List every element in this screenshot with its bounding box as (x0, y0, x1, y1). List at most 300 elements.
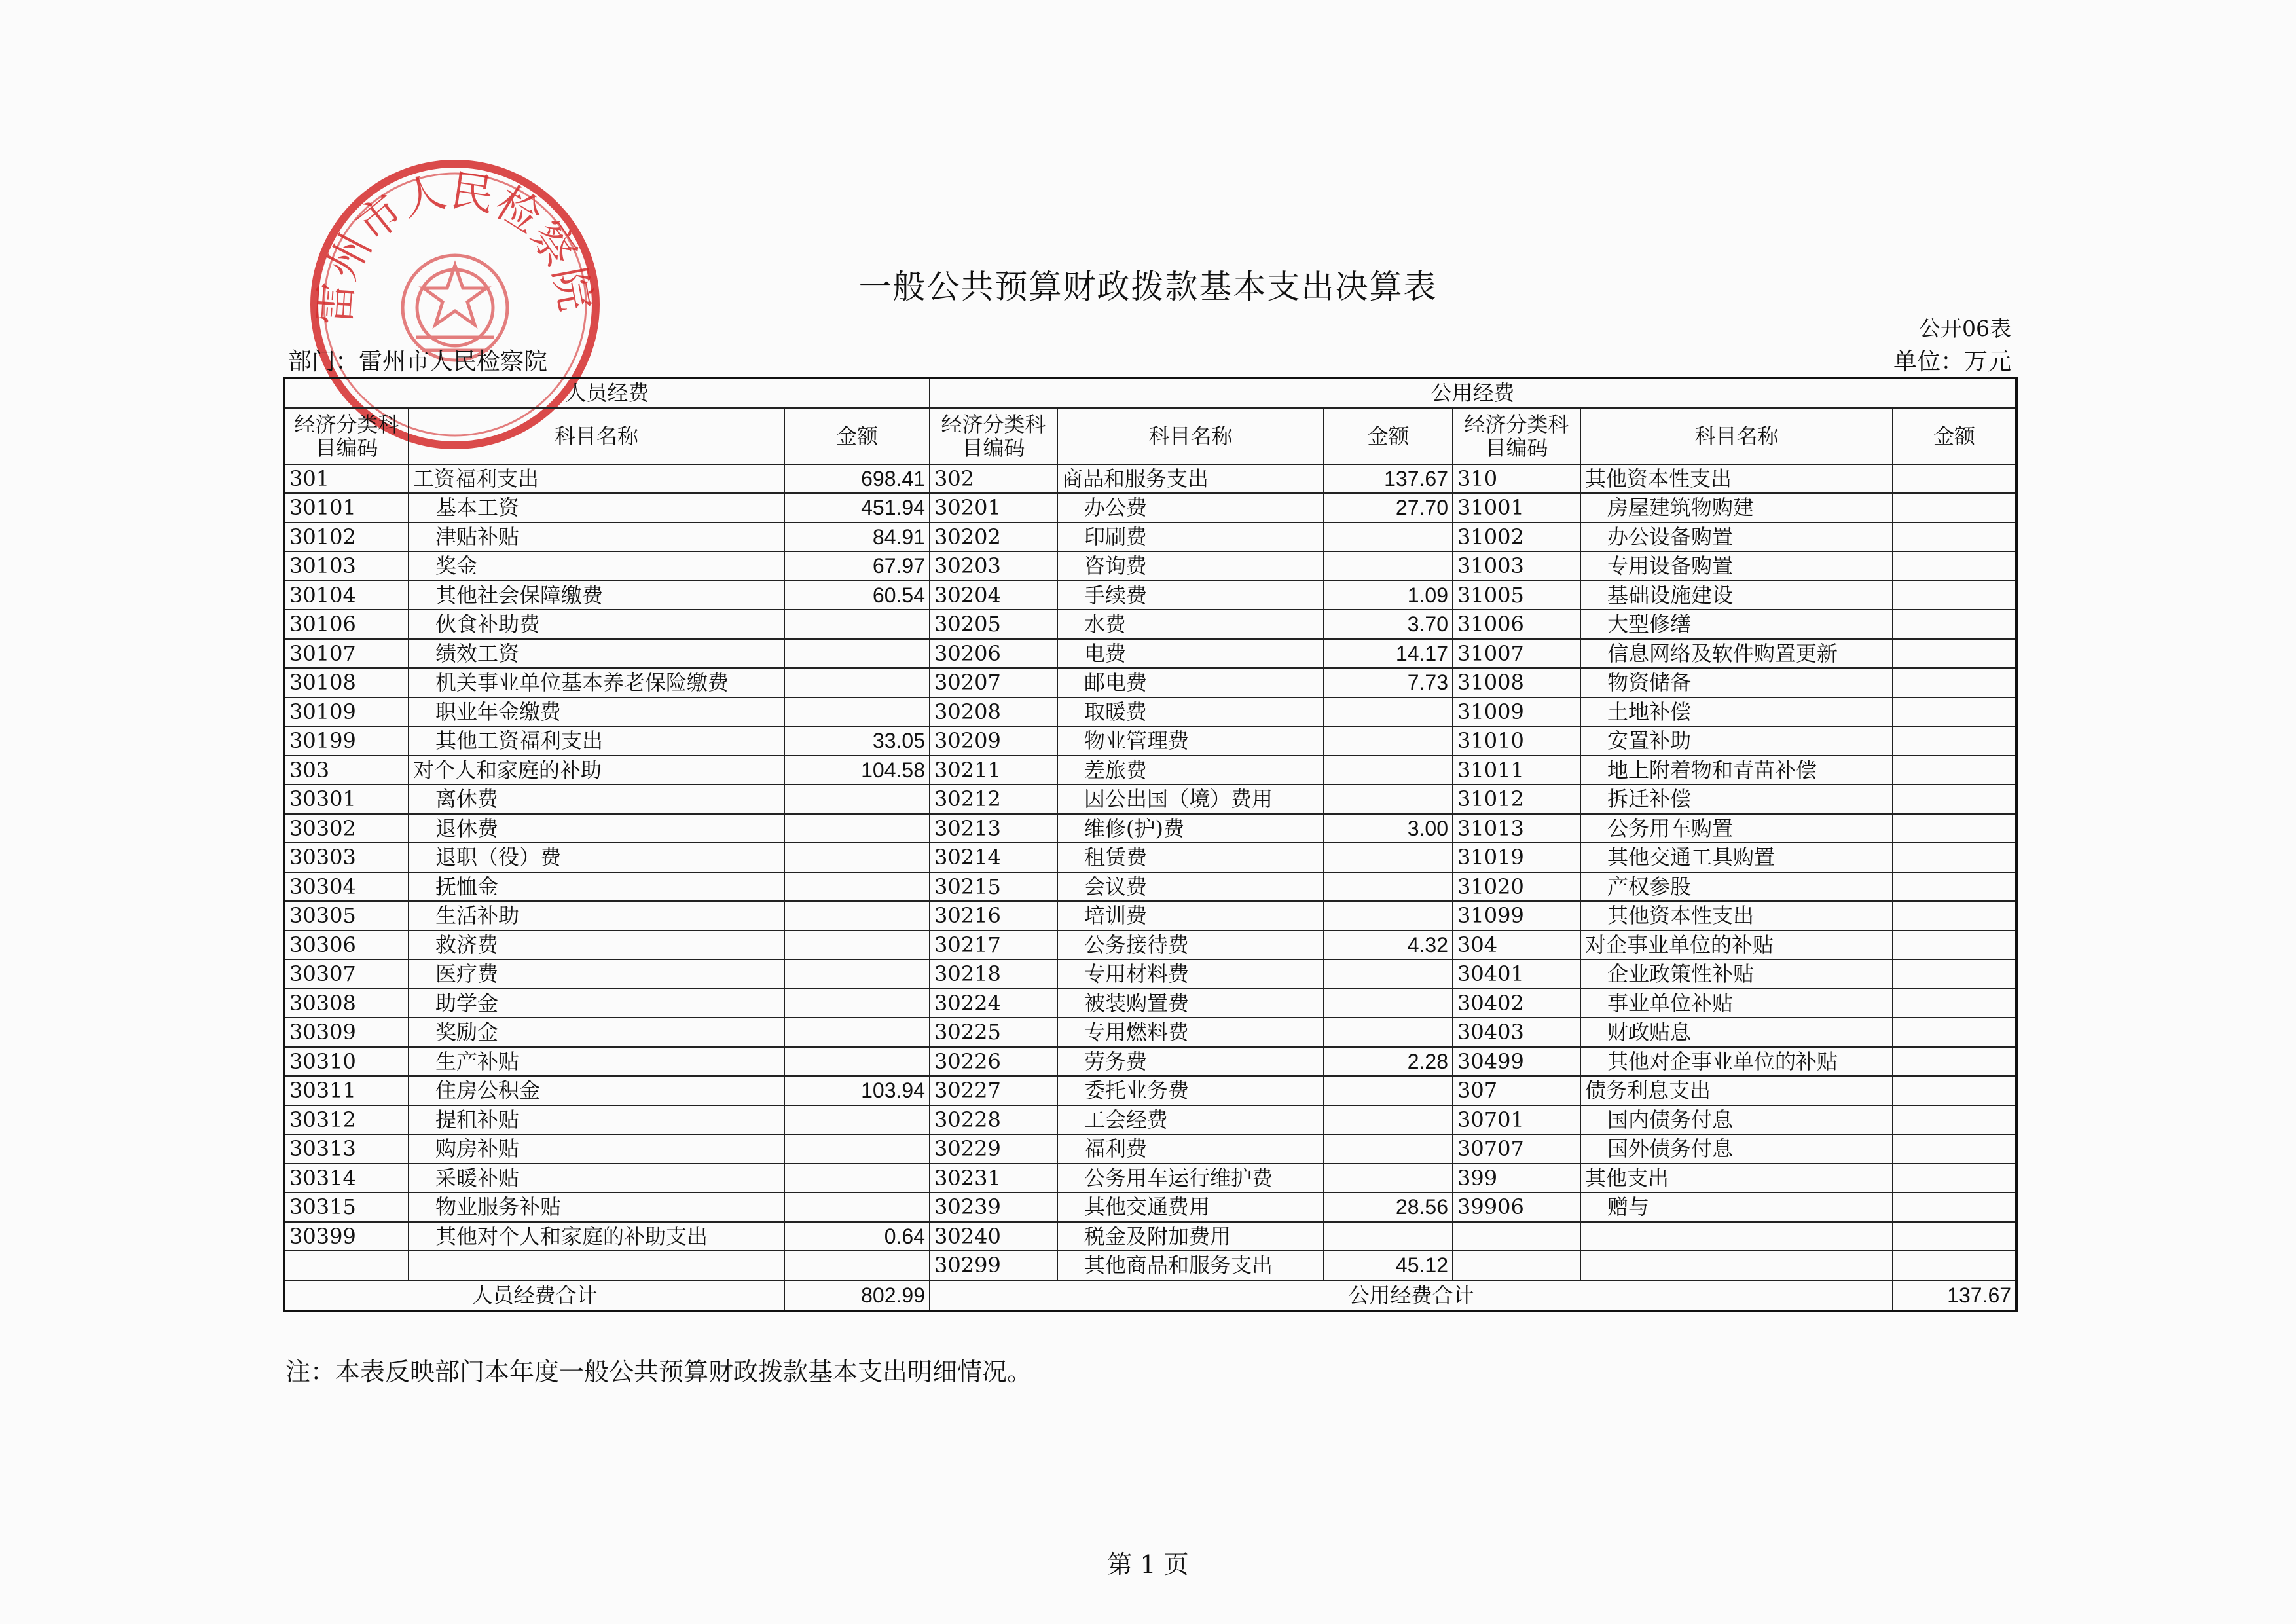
code-cell: 30101 (284, 493, 409, 523)
amount-cell (1324, 872, 1453, 902)
code-cell: 30499 (1453, 1047, 1580, 1077)
amount-cell (1324, 901, 1453, 931)
table-row (284, 493, 2016, 523)
amount-cell (1893, 551, 2016, 581)
name-cell: 公务接待费 (1057, 931, 1324, 960)
amount-cell (1893, 726, 2016, 756)
code-cell: 30231 (930, 1164, 1057, 1193)
personnel-total-value: 802.99 (784, 1280, 930, 1311)
col-name-2: 科目名称 (1057, 408, 1324, 464)
name-cell: 信息网络及软件购置更新 (1580, 639, 1893, 669)
amount-cell: 14.17 (1324, 639, 1453, 669)
amount-cell (784, 901, 930, 931)
name-cell: 购房补贴 (409, 1134, 784, 1164)
code-cell: 30226 (930, 1047, 1057, 1077)
table-row (284, 1076, 2016, 1105)
table-row (284, 668, 2016, 697)
table-row (284, 989, 2016, 1018)
code-cell: 31010 (1453, 726, 1580, 756)
code-cell: 30306 (284, 931, 409, 960)
table-row (284, 784, 2016, 814)
code-cell: 31008 (1453, 668, 1580, 697)
name-cell: 手续费 (1057, 581, 1324, 610)
name-cell: 咨询费 (1057, 551, 1324, 581)
amount-cell: 104.58 (784, 756, 930, 785)
name-cell: 安置补助 (1580, 726, 1893, 756)
amount-cell (1324, 959, 1453, 989)
footnote: 注：本表反映部门本年度一般公共预算财政拨款基本支出明细情况。 (285, 1357, 1032, 1386)
amount-cell (784, 1192, 930, 1222)
code-cell: 30202 (930, 523, 1057, 552)
amount-cell (1893, 959, 2016, 989)
table-row (284, 697, 2016, 727)
name-cell: 住房公积金 (409, 1076, 784, 1105)
code-cell: 30106 (284, 610, 409, 639)
amount-cell (784, 1164, 930, 1193)
amount-cell (1324, 1222, 1453, 1251)
unit-label: 单位：万元 (1893, 348, 2011, 375)
amount-cell (1893, 1222, 2016, 1251)
amount-cell: 67.97 (784, 551, 930, 581)
table-row (284, 814, 2016, 843)
amount-cell (784, 843, 930, 872)
amount-cell (784, 1251, 930, 1280)
amount-cell (784, 1134, 930, 1164)
name-cell: 维修(护)费 (1057, 814, 1324, 843)
amount-cell (784, 1047, 930, 1077)
amount-cell (1324, 843, 1453, 872)
code-cell: 399 (1453, 1164, 1580, 1193)
code-cell: 30299 (930, 1251, 1057, 1280)
name-cell: 国内债务付息 (1580, 1105, 1893, 1135)
name-cell: 事业单位补贴 (1580, 989, 1893, 1018)
code-cell: 30315 (284, 1192, 409, 1222)
amount-cell (1893, 697, 2016, 727)
amount-cell: 7.73 (1324, 668, 1453, 697)
name-cell: 电费 (1057, 639, 1324, 669)
amount-cell (1324, 1164, 1453, 1193)
code-cell: 30240 (930, 1222, 1057, 1251)
name-cell: 基本工资 (409, 493, 784, 523)
code-cell: 30312 (284, 1105, 409, 1135)
amount-cell (1324, 523, 1453, 552)
name-cell: 被装购置费 (1057, 989, 1324, 1018)
name-cell: 税金及附加费用 (1057, 1222, 1324, 1251)
name-cell: 财政贴息 (1580, 1018, 1893, 1047)
code-cell: 30403 (1453, 1018, 1580, 1047)
code-cell: 30216 (930, 901, 1057, 931)
amount-cell: 103.94 (784, 1076, 930, 1105)
public-total-value: 137.67 (1893, 1280, 2016, 1311)
name-cell: 邮电费 (1057, 668, 1324, 697)
name-cell: 专用设备购置 (1580, 551, 1893, 581)
amount-cell (1893, 872, 2016, 902)
code-cell: 30213 (930, 814, 1057, 843)
name-cell: 其他社会保障缴费 (409, 581, 784, 610)
table-row (284, 523, 2016, 552)
code-cell: 30109 (284, 697, 409, 727)
code-cell: 30402 (1453, 989, 1580, 1018)
code-cell: 30212 (930, 784, 1057, 814)
name-cell: 采暖补贴 (409, 1164, 784, 1193)
name-cell (409, 1251, 784, 1280)
code-cell: 302 (930, 464, 1057, 494)
table-row (284, 639, 2016, 669)
code-cell: 30707 (1453, 1134, 1580, 1164)
amount-cell (1893, 610, 2016, 639)
name-cell: 对个人和家庭的补助 (409, 756, 784, 785)
code-cell: 31099 (1453, 901, 1580, 931)
amount-cell (784, 610, 930, 639)
name-cell: 基础设施建设 (1580, 581, 1893, 610)
table-row (284, 1192, 2016, 1222)
code-cell: 31003 (1453, 551, 1580, 581)
code-cell: 30224 (930, 989, 1057, 1018)
amount-cell (784, 959, 930, 989)
amount-cell (1893, 814, 2016, 843)
amount-cell (784, 668, 930, 697)
table-row (284, 1222, 2016, 1251)
table-row (284, 843, 2016, 872)
code-cell: 30206 (930, 639, 1057, 669)
code-cell: 30399 (284, 1222, 409, 1251)
public-header: 公用经费 (930, 378, 2016, 408)
table-row (284, 1047, 2016, 1077)
name-cell: 其他商品和服务支出 (1057, 1251, 1324, 1280)
amount-cell (784, 872, 930, 902)
table-row (284, 901, 2016, 931)
amount-cell (1893, 668, 2016, 697)
code-cell: 30305 (284, 901, 409, 931)
name-cell: 提租补贴 (409, 1105, 784, 1135)
col-amount-3: 金额 (1893, 408, 2016, 464)
table-row (284, 464, 2016, 494)
name-cell (1580, 1251, 1893, 1280)
code-cell: 31012 (1453, 784, 1580, 814)
name-cell: 产权参股 (1580, 872, 1893, 902)
code-cell: 30308 (284, 989, 409, 1018)
code-cell: 30314 (284, 1164, 409, 1193)
code-cell: 31019 (1453, 843, 1580, 872)
table-row (284, 551, 2016, 581)
name-cell: 培训费 (1057, 901, 1324, 931)
code-cell (1453, 1251, 1580, 1280)
table-row (284, 756, 2016, 785)
amount-cell (784, 931, 930, 960)
code-cell: 30203 (930, 551, 1057, 581)
name-cell: 印刷费 (1057, 523, 1324, 552)
name-cell: 绩效工资 (409, 639, 784, 669)
code-cell: 30103 (284, 551, 409, 581)
amount-cell (1893, 581, 2016, 610)
amount-cell (1893, 464, 2016, 494)
name-cell: 商品和服务支出 (1057, 464, 1324, 494)
name-cell: 抚恤金 (409, 872, 784, 902)
table-row (284, 1018, 2016, 1047)
amount-cell (1893, 1047, 2016, 1077)
code-cell: 30229 (930, 1134, 1057, 1164)
amount-cell: 60.54 (784, 581, 930, 610)
amount-cell (1324, 1134, 1453, 1164)
name-cell: 办公费 (1057, 493, 1324, 523)
code-cell: 30302 (284, 814, 409, 843)
amount-cell (1324, 726, 1453, 756)
name-cell: 委托业务费 (1057, 1076, 1324, 1105)
name-cell: 伙食补助费 (409, 610, 784, 639)
name-cell: 其他工资福利支出 (409, 726, 784, 756)
code-cell: 30211 (930, 756, 1057, 785)
amount-cell (1893, 1251, 2016, 1280)
code-cell: 310 (1453, 464, 1580, 494)
name-cell: 取暖费 (1057, 697, 1324, 727)
name-cell: 其他交通费用 (1057, 1192, 1324, 1222)
amount-cell (1324, 1018, 1453, 1047)
amount-cell: 2.28 (1324, 1047, 1453, 1077)
name-cell: 奖金 (409, 551, 784, 581)
amount-cell (1893, 756, 2016, 785)
amount-cell: 698.41 (784, 464, 930, 494)
name-cell: 离休费 (409, 784, 784, 814)
amount-cell (1324, 756, 1453, 785)
name-cell: 专用材料费 (1057, 959, 1324, 989)
name-cell: 职业年金缴费 (409, 697, 784, 727)
name-cell: 奖励金 (409, 1018, 784, 1047)
name-cell: 其他对企事业单位的补贴 (1580, 1047, 1893, 1077)
amount-cell (1893, 784, 2016, 814)
amount-cell (1893, 843, 2016, 872)
amount-cell: 33.05 (784, 726, 930, 756)
amount-cell (784, 639, 930, 669)
name-cell: 房屋建筑物购建 (1580, 493, 1893, 523)
code-cell: 39906 (1453, 1192, 1580, 1222)
code-cell: 30217 (930, 931, 1057, 960)
table-row (284, 726, 2016, 756)
amount-cell (1324, 989, 1453, 1018)
code-cell: 31002 (1453, 523, 1580, 552)
code-cell: 30209 (930, 726, 1057, 756)
amount-cell (1893, 1105, 2016, 1135)
name-cell: 公务用车购置 (1580, 814, 1893, 843)
code-cell: 30303 (284, 843, 409, 872)
amount-cell (1893, 1192, 2016, 1222)
name-cell: 物业服务补贴 (409, 1192, 784, 1222)
code-cell: 30108 (284, 668, 409, 697)
code-cell: 31011 (1453, 756, 1580, 785)
table-row (284, 1105, 2016, 1135)
amount-cell: 28.56 (1324, 1192, 1453, 1222)
table-row (284, 959, 2016, 989)
code-cell: 30301 (284, 784, 409, 814)
personnel-total-label: 人员经费合计 (284, 1280, 784, 1311)
personnel-header: 人员经费 (284, 378, 930, 408)
amount-cell (1324, 551, 1453, 581)
name-cell: 劳务费 (1057, 1047, 1324, 1077)
form-number: 公开06表 (1919, 316, 2011, 341)
name-cell: 租赁费 (1057, 843, 1324, 872)
name-cell: 其他资本性支出 (1580, 464, 1893, 494)
amount-cell: 1.09 (1324, 581, 1453, 610)
name-cell: 其他资本性支出 (1580, 901, 1893, 931)
name-cell: 差旅费 (1057, 756, 1324, 785)
amount-cell (1893, 1164, 2016, 1193)
table-row (284, 1134, 2016, 1164)
code-cell: 30225 (930, 1018, 1057, 1047)
name-cell: 公务用车运行维护费 (1057, 1164, 1324, 1193)
amount-cell (784, 989, 930, 1018)
code-cell: 30102 (284, 523, 409, 552)
code-cell: 31001 (1453, 493, 1580, 523)
code-cell: 30205 (930, 610, 1057, 639)
amount-cell: 84.91 (784, 523, 930, 552)
code-cell: 30307 (284, 959, 409, 989)
amount-cell (1893, 931, 2016, 960)
name-cell: 助学金 (409, 989, 784, 1018)
code-cell: 30204 (930, 581, 1057, 610)
amount-cell (1893, 901, 2016, 931)
name-cell: 津贴补贴 (409, 523, 784, 552)
col-code-3: 经济分类科目编码 (1453, 408, 1580, 464)
name-cell: 专用燃料费 (1057, 1018, 1324, 1047)
name-cell: 因公出国（境）费用 (1057, 784, 1324, 814)
svg-text:雷州市人民检察院: 雷州市人民检察院 (309, 164, 602, 327)
name-cell: 物业管理费 (1057, 726, 1324, 756)
col-amount-1: 金额 (784, 408, 930, 464)
name-cell: 救济费 (409, 931, 784, 960)
code-cell (1453, 1222, 1580, 1251)
code-cell (284, 1251, 409, 1280)
code-cell: 30201 (930, 493, 1057, 523)
code-cell: 30701 (1453, 1105, 1580, 1135)
amount-cell (1324, 1076, 1453, 1105)
code-cell: 30401 (1453, 959, 1580, 989)
amount-cell: 4.32 (1324, 931, 1453, 960)
col-name-3: 科目名称 (1580, 408, 1893, 464)
name-cell: 赠与 (1580, 1192, 1893, 1222)
header-row-group (284, 378, 2016, 408)
col-amount-2: 金额 (1324, 408, 1453, 464)
amount-cell (1324, 697, 1453, 727)
name-cell: 生产补贴 (409, 1047, 784, 1077)
code-cell: 30227 (930, 1076, 1057, 1105)
code-cell: 301 (284, 464, 409, 494)
code-cell: 303 (284, 756, 409, 785)
table-row (284, 610, 2016, 639)
code-cell: 30313 (284, 1134, 409, 1164)
code-cell: 30207 (930, 668, 1057, 697)
amount-cell (784, 697, 930, 727)
header-row-columns (284, 408, 2016, 464)
amount-cell: 3.00 (1324, 814, 1453, 843)
amount-cell (1893, 1076, 2016, 1105)
code-cell: 307 (1453, 1076, 1580, 1105)
amount-cell (784, 814, 930, 843)
name-cell: 物资储备 (1580, 668, 1893, 697)
amount-cell (1893, 1134, 2016, 1164)
page-title: 一般公共预算财政拨款基本支出决算表 (858, 268, 1438, 306)
amount-cell: 137.67 (1324, 464, 1453, 494)
amount-cell: 45.12 (1324, 1251, 1453, 1280)
name-cell: 福利费 (1057, 1134, 1324, 1164)
name-cell: 债务利息支出 (1580, 1076, 1893, 1105)
name-cell: 企业政策性补贴 (1580, 959, 1893, 989)
code-cell: 31007 (1453, 639, 1580, 669)
col-code-1: 经济分类科目编码 (284, 408, 409, 464)
amount-cell (1893, 493, 2016, 523)
table-row (284, 1164, 2016, 1193)
name-cell: 拆迁补偿 (1580, 784, 1893, 814)
public-total-label: 公用经费合计 (930, 1280, 1893, 1311)
amount-cell (1893, 639, 2016, 669)
name-cell: 退休费 (409, 814, 784, 843)
page-number: 第 1 页 (1107, 1550, 1189, 1579)
table-row (284, 1251, 2016, 1280)
name-cell: 生活补助 (409, 901, 784, 931)
amount-cell (784, 1018, 930, 1047)
name-cell: 工会经费 (1057, 1105, 1324, 1135)
name-cell: 地上附着物和青苗补偿 (1580, 756, 1893, 785)
name-cell: 其他对个人和家庭的补助支出 (409, 1222, 784, 1251)
amount-cell (784, 784, 930, 814)
code-cell: 30228 (930, 1105, 1057, 1135)
col-name-1: 科目名称 (409, 408, 784, 464)
amount-cell (1324, 1105, 1453, 1135)
amount-cell (1893, 1018, 2016, 1047)
amount-cell (784, 1105, 930, 1135)
code-cell: 30214 (930, 843, 1057, 872)
code-cell: 30215 (930, 872, 1057, 902)
name-cell: 医疗费 (409, 959, 784, 989)
name-cell (1580, 1222, 1893, 1251)
table-row (284, 581, 2016, 610)
code-cell: 30311 (284, 1076, 409, 1105)
name-cell: 会议费 (1057, 872, 1324, 902)
amount-cell: 27.70 (1324, 493, 1453, 523)
code-cell: 31020 (1453, 872, 1580, 902)
table-row (284, 931, 2016, 960)
code-cell: 31013 (1453, 814, 1580, 843)
name-cell: 办公设备购置 (1580, 523, 1893, 552)
amount-cell: 0.64 (784, 1222, 930, 1251)
totals-row (284, 1280, 2016, 1311)
code-cell: 30304 (284, 872, 409, 902)
name-cell: 水费 (1057, 610, 1324, 639)
code-cell: 30239 (930, 1192, 1057, 1222)
code-cell: 30309 (284, 1018, 409, 1047)
code-cell: 30199 (284, 726, 409, 756)
amount-cell (1893, 523, 2016, 552)
amount-cell: 3.70 (1324, 610, 1453, 639)
amount-cell (1893, 989, 2016, 1018)
code-cell: 304 (1453, 931, 1580, 960)
name-cell: 其他交通工具购置 (1580, 843, 1893, 872)
code-cell: 31005 (1453, 581, 1580, 610)
name-cell: 国外债务付息 (1580, 1134, 1893, 1164)
code-cell: 30310 (284, 1047, 409, 1077)
code-cell: 30218 (930, 959, 1057, 989)
amount-cell (1324, 784, 1453, 814)
name-cell: 其他支出 (1580, 1164, 1893, 1193)
department-label: 部门：雷州市人民检察院 (288, 348, 548, 375)
name-cell: 土地补偿 (1580, 697, 1893, 727)
expenditure-table (283, 377, 2018, 1312)
table-row (284, 872, 2016, 902)
code-cell: 31009 (1453, 697, 1580, 727)
name-cell: 大型修缮 (1580, 610, 1893, 639)
amount-cell: 451.94 (784, 493, 930, 523)
name-cell: 退职（役）费 (409, 843, 784, 872)
name-cell: 对企事业单位的补贴 (1580, 931, 1893, 960)
name-cell: 工资福利支出 (409, 464, 784, 494)
